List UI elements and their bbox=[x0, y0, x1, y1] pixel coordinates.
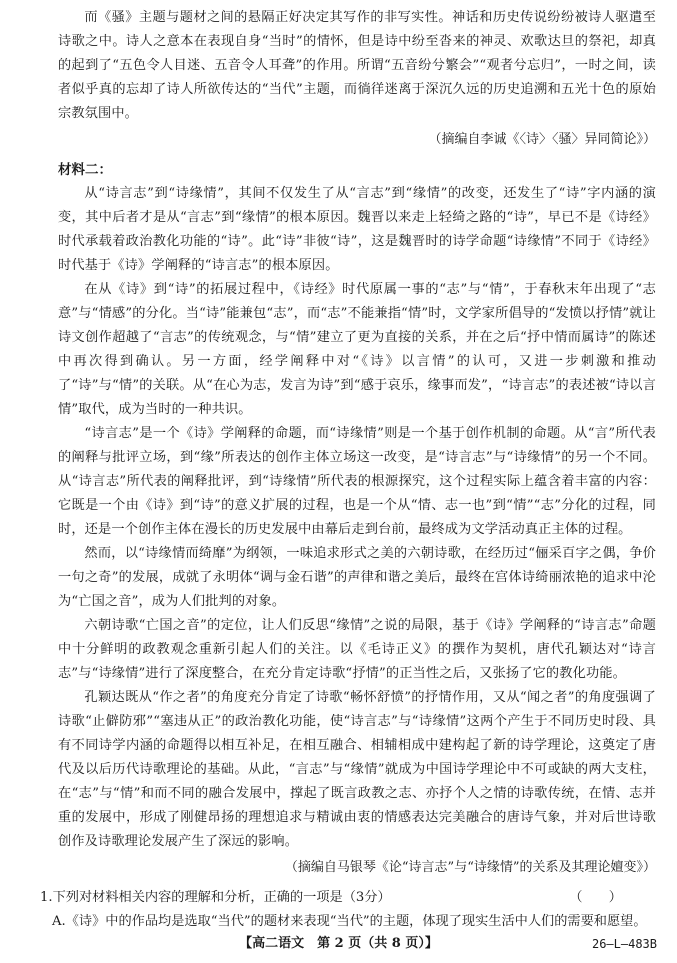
footer-code: 26—L—483B bbox=[591, 937, 657, 951]
material2-paragraph-1: 从“诗言志”到“诗缘情”，其间不仅发生了从“言志”到“缘情”的改变，还发生了“诗”字内涵的演变，其中后者才是从“言志”到“缘情”的根本原因。魏晋以来走上轻绮之路的“诗”，早已不是《诗经》时代承载着政治教化功能的“诗”。此“诗”非彼“诗”，这是魏晋时的诗学命题“诗缘情”不同于《诗经》时代基于《诗》学阐释的“诗言志”的根本原因。 bbox=[58, 186, 656, 273]
question-1-option-a: A.《诗》中的作品均是选取“当代”的题材来表现“当代”的主题，体现了现实生活中人们的需要和愿望。 bbox=[52, 914, 647, 929]
question-1-text: 1.下列对材料相关内容的理解和分析，正确的一项是（3分） bbox=[40, 890, 391, 905]
footer-title: 【高二语文 第 2 页（共 8 页）】 bbox=[239, 936, 438, 951]
page-footer bbox=[0, 932, 677, 956]
material2-paragraph-3: “诗言志”是一个《诗》学阐释的命题，而“诗缘情”则是一个基于创作机制的命题。从“言”所代表的阐释与批评立场，到“缘”所表达的创作主体立场这一改变，是“诗言志”与“诗缘情”的另一个不同。从“诗言志”所代表的阐释批评，到“诗缘情”所代表的根源探究，这个过程实际上蕴含着丰富的内容：它既是一个由《诗》到“诗”的意义扩展的过程，也是一个从“情、志一也”到“情”“志”分化的过程，同时，还是一个创作主体在漫长的历史发展中由幕后走到台前，最终成为文学活动真正主体的过程。 bbox=[58, 426, 656, 537]
material2-paragraph-4: 然而，以“诗缘情而绮靡”为纲领，一味追求形式之美的六朝诗歌，在经历过“俪采百字之偶，争价一句之奇”的发展，成就了永明体“调与金石谐”的声律和谐之美后，最终在宫体诗绮丽浓艳的追求中沦为“亡国之音”，成为人们批判的对象。 bbox=[58, 546, 656, 609]
material2-paragraph-2: 在从《诗》到“诗”的拓展过程中，《诗经》时代原属一事的“志”与“情”，于春秋末年出现了“志意”与“情感”的分化。当“诗”能兼包“志”，而“志”不能兼指“情”时，文学家所倡导的“发愤以抒情”就让诗文创作超越了“言志”的传统观念，与“情”建立了更为直接的关系，并在之后“抒中情而属诗”的陈述中再次得到确认。另一方面，经学阐释中对“《诗》以言情”的认可，又进一步刺激和推动了“诗”与“情”的关联。从“在心为志，发言为诗”到“感于哀乐，缘事而发”，“诗言志”的表述被“诗以言情”取代，成为当时的一种共识。 bbox=[58, 282, 656, 417]
answer-blank: （ ） bbox=[569, 890, 622, 905]
material2-source: （摘编自马银琴《论“诗言志”与“诗缘情”的关系及其理论嬗变》） bbox=[284, 860, 656, 875]
material2-paragraph-5: 六朝诗歌“亡国之音”的定位，让人们反思“缘情”之说的局限，基于《诗》学阐释的“诗言志”命题中十分鲜明的政教观念重新引起人们的关注。以《毛诗正义》的撰作为契机，唐代孔颖达对“诗言志”与“诗缘情”进行了深度整合，在充分肯定诗歌“抒情”的正当性之后，又张扬了它的教化功能。 bbox=[58, 618, 656, 681]
material1-tail-paragraph: 而《骚》主题与题材之间的悬隔正好决定其写作的非写实性。神话和历史传说纷纷被诗人驱遣至诗歌之中。诗人之意本在表现自身“当时”的情怀，但是诗中纷至沓来的神灵、欢歌达旦的祭祀，却真的起到了“五色令人目迷、五音令人耳聋”的作用。所谓“五音纷兮繁会”“观者兮忘归”，一时之间，读者似乎真的忘却了诗人所欲传达的“当代”主题，而徜徉迷离于深沉久远的历史追溯和五光十色的原始宗教氛围中。 bbox=[58, 10, 656, 121]
material2-heading: 材料二： bbox=[58, 162, 112, 178]
exam-page bbox=[40, 6, 656, 934]
material2-paragraph-6: 孔颖达既从“作之者”的角度充分肯定了诗歌“畅怀舒愤”的抒情作用，又从“闻之者”的角度强调了诗歌“止僻防邪”“塞违从正”的政治教化功能，使“诗言志”与“诗缘情”这两个产生于不同历史时段、具有不同诗学内涵的命题得以相互补足，在相互融合、相辅相成中建构起了新的诗学理论，这奠定了唐代及以后历代诗歌理论的基础。从此，“言志”与“缘情”就成为中国诗学理论中不可或缺的两大支柱，在“志”与“情”和而不同的融合发展中，撑起了既言政教之志、亦抒个人之情的诗歌传统，在情、志并重的发展中，形成了刚健昂扬的理想追求与精诚由衷的情感表达完美融合的唐诗气象，并对后世诗歌创作及诗歌理论发展产生了深远的影响。 bbox=[58, 690, 656, 849]
material1-source: （摘编自李诚《〈诗〉〈骚〉异同简论》） bbox=[428, 132, 656, 147]
question-1-stem bbox=[40, 886, 656, 910]
